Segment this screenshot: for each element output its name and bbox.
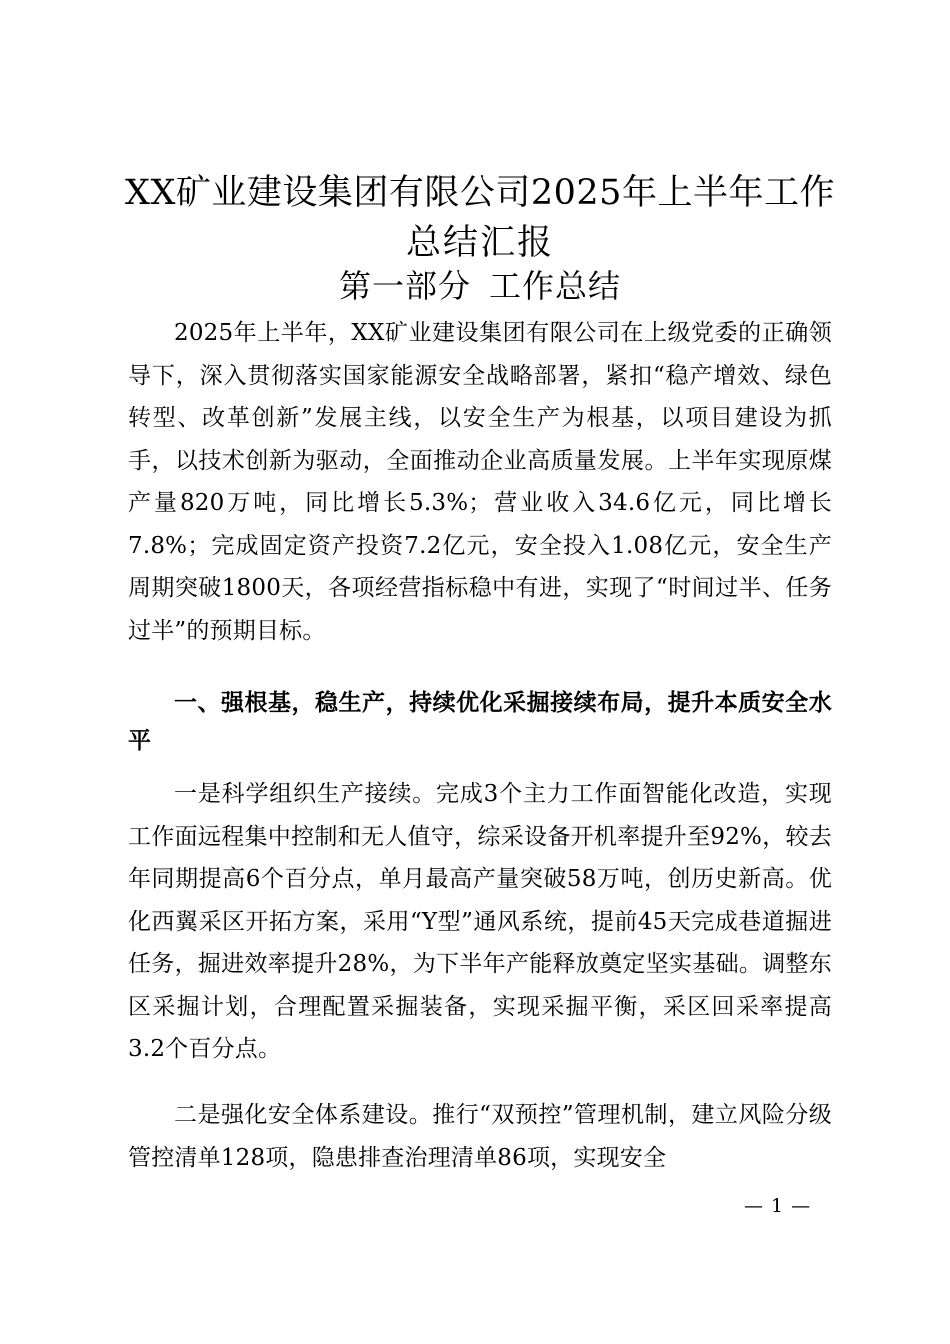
page-number: — 1 — — [744, 1195, 812, 1217]
subtitle-part-number: 第一部分 — [338, 267, 471, 305]
document-title-line-2: 总结汇报 — [405, 223, 554, 263]
intro-paragraph: 2025年上半年，XX矿业建设集团有限公司在上级党委的正确领导下，深入贯彻落实国家能源安全战略部署，紧扣“稳产增效、绿色转型、改革创新”发展主线，以安全生产为根基，以项目建设为抓手，以技术创新为驱动，全面推动企业高质量发展。上半年实现原煤产量820万吨，同比增长5.3%；营业收入34.6亿元，同比增长7.8%；完成固定资产投资7.2亿元，安全投入1.08亿元，安全生产周期突破1800天，各项经营指标稳中有进，实现了“时间过半、任务过半”的预期目标。 — [128, 320, 832, 644]
document-title-line-1: XX矿业建设集团有限公司2025年上半年工作 — [125, 173, 835, 213]
section-paragraph-1: 一是科学组织生产接续。完成3个主力工作面智能化改造，实现工作面远程集中控制和无人值守，综采设备开机率提升至92%，较去年同期提高6个百分点，单月最高产量突破58万吨，创历史新高。优化西翼采区开拓方案，采用“Y型”通风系统，提前45天完成巷道掘进任务，掘进效率提升28%，为下半年产能释放奠定坚实基础。调整东区采掘计划，合理配置采掘装备，实现采掘平衡，采区回采率提高3.2个百分点。 — [128, 781, 832, 1062]
section-heading: 一、强根基，稳生产，持续优化采掘接续布局，提升本质安全水平 — [128, 690, 832, 754]
part-subtitle — [100, 265, 860, 307]
section-paragraph-2: 二是强化安全体系建设。推行“双预控”管理机制，建立风险分级管控清单128项，隐患排查治理清单86项，实现安全 — [128, 1102, 832, 1171]
subtitle-part-name: 工作总结 — [489, 267, 622, 305]
